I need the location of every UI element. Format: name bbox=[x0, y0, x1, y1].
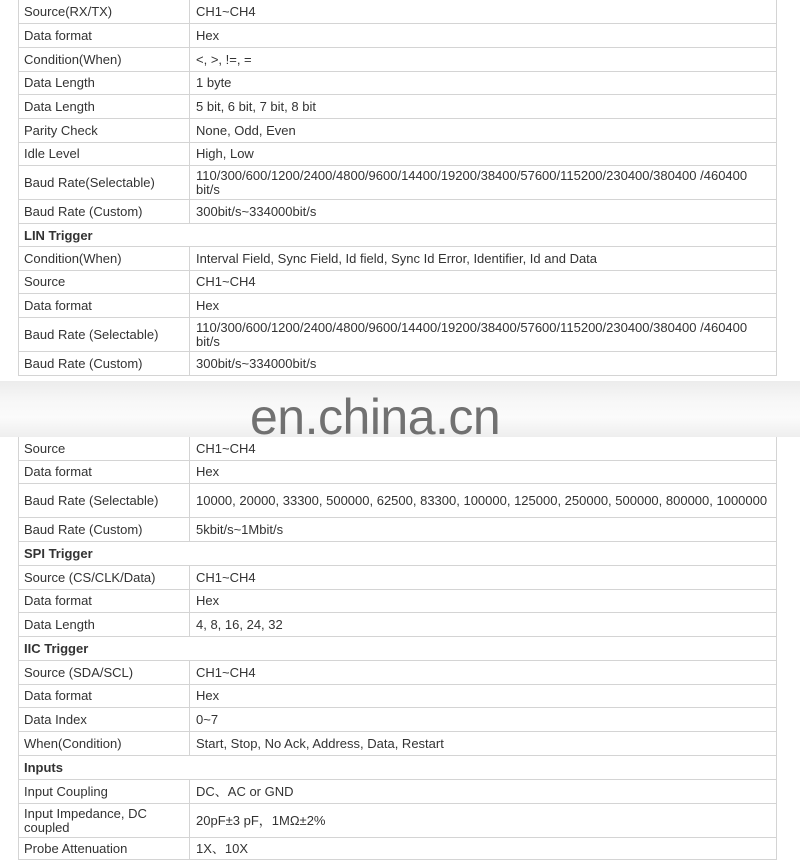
spec-row bbox=[19, 685, 776, 708]
spec-label: Data format bbox=[19, 685, 190, 707]
spec-value: 110/300/600/1200/2400/4800/9600/14400/19200/38400/57600/115200/230400/380400 /460400 bit/s bbox=[196, 319, 748, 349]
spec-value: Hex bbox=[196, 688, 220, 703]
spec-row bbox=[19, 318, 776, 352]
spec-label: Source(RX/TX) bbox=[19, 0, 190, 23]
spec-value: Hex bbox=[196, 593, 220, 608]
spec-value: 1 byte bbox=[196, 75, 232, 90]
spec-label: Data format bbox=[19, 590, 190, 612]
spec-row bbox=[19, 661, 776, 685]
spec-row bbox=[19, 708, 776, 732]
spec-label: Input Impedance, DC coupled bbox=[19, 804, 190, 837]
spec-row bbox=[19, 0, 776, 24]
spec-row bbox=[19, 804, 776, 838]
spec-value: Start, Stop, No Ack, Address, Data, Restart bbox=[196, 735, 444, 751]
spec-row bbox=[19, 247, 776, 271]
spec-row bbox=[19, 518, 776, 542]
spec-row bbox=[19, 200, 776, 224]
spec-value: 20pF±3 pF，1MΩ±2% bbox=[196, 812, 326, 828]
spec-value: 300bit/s~334000bit/s bbox=[196, 203, 317, 219]
section-inputs bbox=[19, 756, 776, 780]
spec-label: Parity Check bbox=[19, 119, 190, 142]
spec-value: High, Low bbox=[196, 146, 254, 161]
spec-table-top bbox=[18, 0, 777, 376]
spec-row bbox=[19, 590, 776, 613]
spec-row bbox=[19, 119, 776, 143]
watermark-text: en.china.cn bbox=[250, 389, 501, 445]
spec-row bbox=[19, 780, 776, 804]
spec-row bbox=[19, 352, 776, 376]
spec-label: Data Index bbox=[19, 708, 190, 731]
spec-label: Data Length bbox=[19, 72, 190, 94]
spec-label: Baud Rate (Custom) bbox=[19, 200, 190, 223]
section-title: SPI Trigger bbox=[24, 546, 93, 561]
spec-label: Data format bbox=[19, 24, 190, 47]
spec-label: Idle Level bbox=[19, 143, 190, 165]
spec-row bbox=[19, 838, 776, 860]
spec-label: Baud Rate (Selectable) bbox=[19, 484, 190, 517]
spec-label: Baud Rate(Selectable) bbox=[19, 166, 190, 199]
spec-value: <, >, !=, = bbox=[196, 51, 252, 67]
spec-label: When(Condition) bbox=[19, 732, 190, 755]
section-title: IIC Trigger bbox=[24, 641, 89, 656]
section-spi-trigger bbox=[19, 542, 776, 566]
spec-value: 5 bit, 6 bit, 7 bit, 8 bit bbox=[196, 98, 316, 114]
spec-value: CH1~CH4 bbox=[196, 274, 256, 289]
spec-row bbox=[19, 143, 776, 166]
spec-value: 1X、10X bbox=[196, 840, 249, 856]
spec-label: Source bbox=[19, 271, 190, 293]
section-iic-trigger bbox=[19, 637, 776, 661]
spec-value: DC、AC or GND bbox=[196, 783, 294, 799]
spec-value: Hex bbox=[196, 27, 220, 43]
spec-value: 4, 8, 16, 24, 32 bbox=[196, 616, 283, 632]
spec-label: Data Length bbox=[19, 95, 190, 118]
spec-row bbox=[19, 166, 776, 200]
spec-label: Baud Rate (Custom) bbox=[19, 518, 190, 541]
spec-value: CH1~CH4 bbox=[196, 3, 256, 19]
spec-value: 0~7 bbox=[196, 711, 219, 727]
spec-row bbox=[19, 24, 776, 48]
spec-value: CH1~CH4 bbox=[196, 664, 256, 680]
spec-label: Input Coupling bbox=[19, 780, 190, 803]
spec-label: Baud Rate (Custom) bbox=[19, 352, 190, 375]
section-lin-trigger bbox=[19, 224, 776, 247]
spec-label: Condition(When) bbox=[19, 247, 190, 270]
spec-value: 300bit/s~334000bit/s bbox=[196, 355, 317, 371]
spec-row bbox=[19, 48, 776, 72]
spec-row bbox=[19, 566, 776, 590]
spec-value: 10000, 20000, 33300, 500000, 62500, 83300, 100000, 125000, 250000, 500000, 800000, 1000000 bbox=[196, 492, 768, 508]
spec-label: Condition(When) bbox=[19, 48, 190, 71]
spec-label: Probe Attenuation bbox=[19, 838, 190, 859]
spec-value: Interval Field, Sync Field, Id field, Sync Id Error, Identifier, Id and Data bbox=[196, 250, 598, 266]
spec-row bbox=[19, 613, 776, 637]
spec-row bbox=[19, 437, 776, 461]
spec-value: Hex bbox=[196, 297, 220, 313]
spec-label: Baud Rate (Selectable) bbox=[19, 318, 190, 351]
spec-value: 5kbit/s~1Mbit/s bbox=[196, 521, 284, 537]
section-title: Inputs bbox=[24, 760, 63, 775]
spec-label: Data format bbox=[19, 294, 190, 317]
spec-row bbox=[19, 271, 776, 294]
spec-label: Source (SDA/SCL) bbox=[19, 661, 190, 684]
spec-label: Data Length bbox=[19, 613, 190, 636]
spec-row bbox=[19, 461, 776, 484]
spec-row bbox=[19, 95, 776, 119]
spec-value: None, Odd, Even bbox=[196, 122, 296, 138]
spec-label: Source (CS/CLK/Data) bbox=[19, 566, 190, 589]
spec-row bbox=[19, 294, 776, 318]
spec-label: Data format bbox=[19, 461, 190, 483]
spec-row bbox=[19, 484, 776, 518]
section-title: LIN Trigger bbox=[24, 227, 93, 243]
spec-value: 110/300/600/1200/2400/4800/9600/14400/19200/38400/57600/115200/230400/380400 /460400 bit/s bbox=[196, 167, 748, 197]
spec-value: CH1~CH4 bbox=[196, 569, 256, 585]
spec-row bbox=[19, 732, 776, 756]
spec-value: CH1~CH4 bbox=[196, 440, 256, 456]
spec-value: Hex bbox=[196, 464, 220, 479]
spec-table-bottom bbox=[18, 437, 777, 860]
spec-row bbox=[19, 72, 776, 95]
spec-label: Source bbox=[19, 437, 190, 460]
